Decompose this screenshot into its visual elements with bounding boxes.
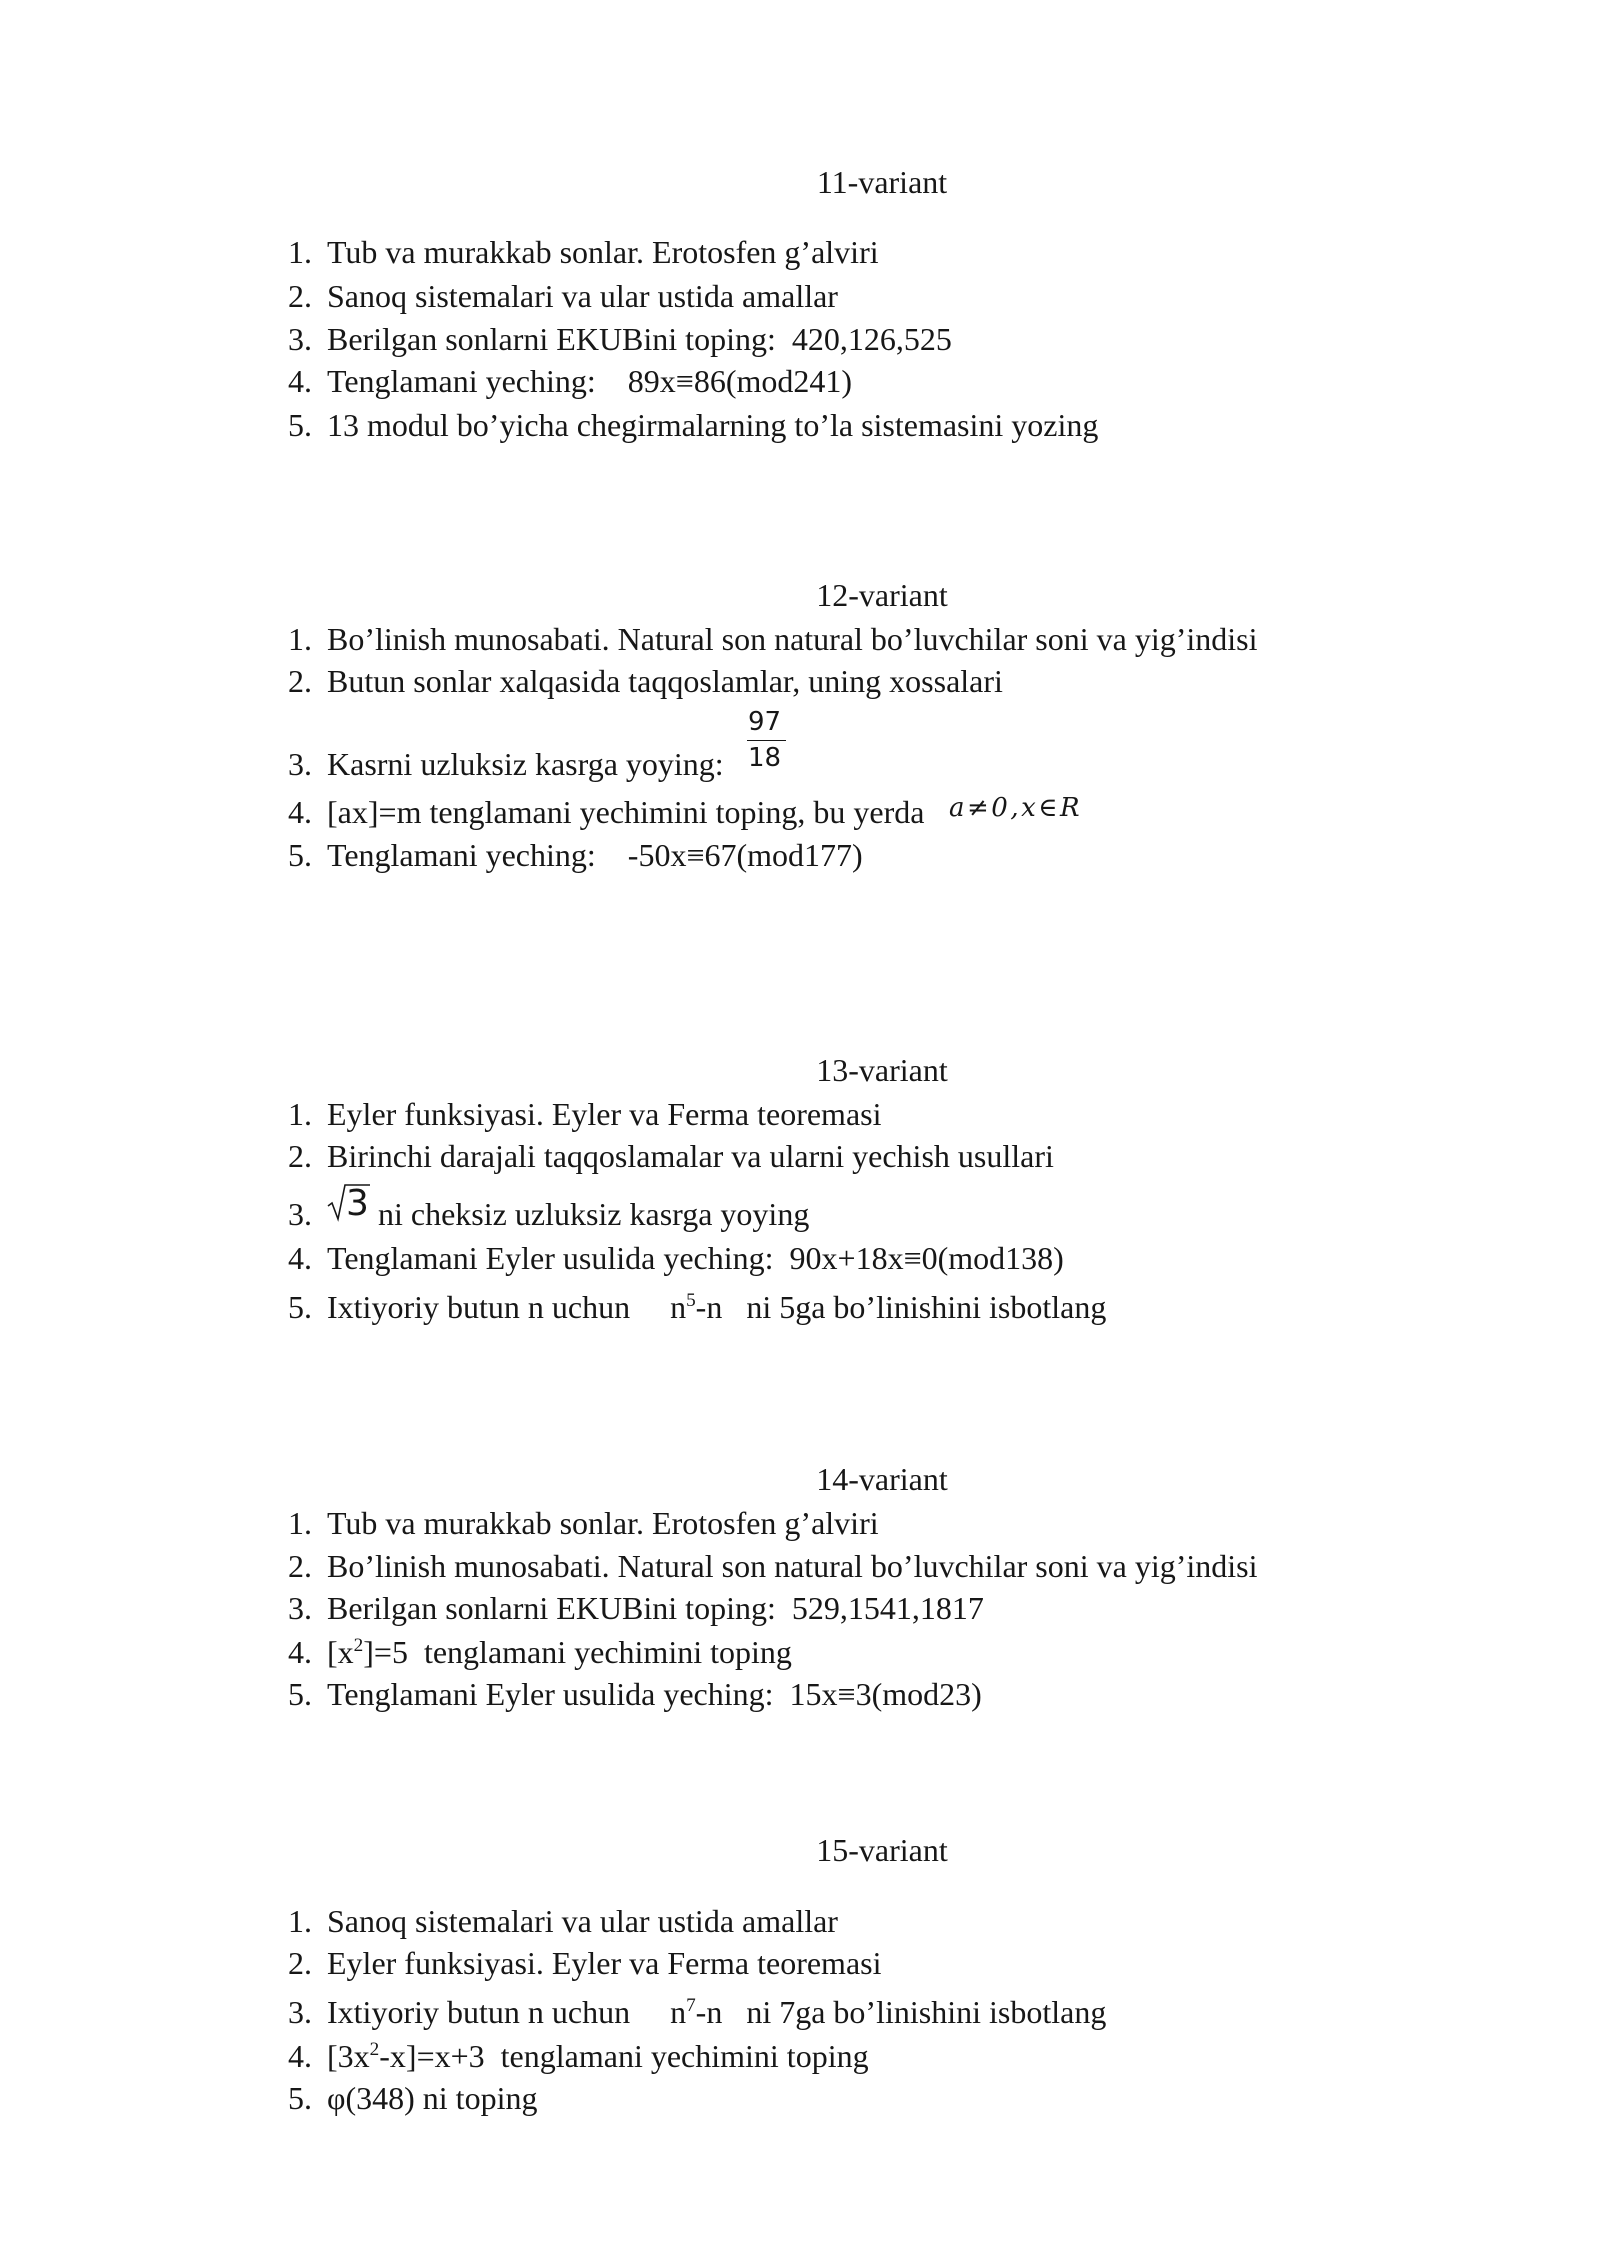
list-item bbox=[288, 621, 1488, 657]
list-item bbox=[288, 746, 1488, 782]
item-text: Butun sonlar xalqasida taqqoslamlar, uning xossalari bbox=[327, 663, 1003, 699]
item-text: Eyler funksiyasi. Eyler va Ferma teoremasi bbox=[327, 1945, 882, 1981]
item-text: Tub va murakkab sonlar. Erotosfen g’alviri bbox=[327, 1505, 879, 1541]
text-after: -n ni 5ga bo’linishini isbotlang bbox=[695, 1289, 1107, 1325]
radicand: 3 bbox=[346, 1183, 369, 1224]
superscript: 2 bbox=[353, 1635, 364, 1657]
list-item bbox=[288, 1505, 1488, 1541]
item-number: 3. bbox=[288, 1590, 312, 1626]
text-before: Ixtiyoriy butun n uchun n bbox=[327, 1289, 687, 1325]
item-number: 4. bbox=[288, 2038, 312, 2074]
variant-title: 14-variant bbox=[816, 1461, 948, 1497]
item-text: Berilgan sonlarni EKUBini toping: 420,126,525 bbox=[327, 321, 952, 357]
item-text: 13 modul bo’yicha chegirmalarning to’la sistemasini yozing bbox=[327, 407, 1099, 443]
list-item bbox=[288, 1634, 1488, 1670]
list-item bbox=[288, 794, 1488, 830]
item-text: Kasrni uzluksiz kasrga yoying: bbox=[327, 746, 724, 782]
text-after: -x]=x+3 tenglamani yechimini toping bbox=[379, 2038, 869, 2074]
text-before: Ixtiyoriy butun n uchun n bbox=[327, 1994, 687, 2030]
item-text bbox=[327, 1634, 792, 1676]
list-item bbox=[288, 1138, 1488, 1174]
item-number: 3. bbox=[288, 1196, 312, 1232]
item-text: Tub va murakkab sonlar. Erotosfen g’alviri bbox=[327, 234, 879, 270]
list-item bbox=[288, 278, 1488, 314]
item-text: Sanoq sistemalari va ular ustida amallar bbox=[327, 278, 838, 314]
list-item bbox=[288, 2038, 1488, 2074]
variant-title: 12-variant bbox=[816, 577, 948, 613]
variant-title: 15-variant bbox=[816, 1832, 948, 1868]
item-number: 3. bbox=[288, 321, 312, 357]
item-text: Tenglamani Eyler usulida yeching: 90x+18x≡0(mod138) bbox=[327, 1240, 1064, 1276]
variant-title: 11-variant bbox=[816, 164, 948, 200]
superscript: 7 bbox=[686, 1995, 696, 2017]
list-item bbox=[288, 1994, 1488, 2030]
list-item bbox=[288, 1240, 1488, 1276]
list-item bbox=[288, 663, 1488, 699]
item-text: Eyler funksiyasi. Eyler va Ferma teoremasi bbox=[327, 1096, 882, 1132]
item-number: 4. bbox=[288, 1634, 312, 1670]
item-number: 1. bbox=[288, 1903, 312, 1939]
list-item bbox=[288, 407, 1488, 443]
item-text: Bo’linish munosabati. Natural son natural bo’luvchilar soni va yig’indisi bbox=[327, 621, 1258, 657]
item-number: 1. bbox=[288, 1505, 312, 1541]
text-before: [3x bbox=[327, 2038, 370, 2074]
item-text: [ax]=m tenglamani yechimini toping, bu yerda bbox=[327, 794, 925, 830]
item-number: 5. bbox=[288, 1676, 312, 1712]
fraction-numerator: 97 bbox=[748, 707, 782, 737]
item-number: 2. bbox=[288, 1138, 312, 1174]
list-item bbox=[288, 1945, 1488, 1981]
list-item bbox=[288, 1548, 1488, 1584]
superscript: 5 bbox=[686, 1290, 696, 1312]
list-item bbox=[288, 1096, 1488, 1132]
item-number: 2. bbox=[288, 663, 312, 699]
text-before: [x bbox=[327, 1634, 354, 1670]
list-item bbox=[288, 1289, 1488, 1325]
item-number: 3. bbox=[288, 746, 312, 782]
item-text: Berilgan sonlarni EKUBini toping: 529,1541,1817 bbox=[327, 1590, 984, 1626]
item-number: 1. bbox=[288, 234, 312, 270]
item-number: 4. bbox=[288, 1240, 312, 1276]
math-condition: a≠0,x∈R bbox=[949, 793, 1083, 823]
item-number: 2. bbox=[288, 1548, 312, 1584]
item-number: 2. bbox=[288, 1945, 312, 1981]
fraction-bar bbox=[747, 740, 786, 741]
item-text: Tenglamani yeching: 89x≡86(mod241) bbox=[327, 363, 853, 399]
item-number: 5. bbox=[288, 2080, 312, 2116]
item-number: 5. bbox=[288, 1289, 312, 1325]
item-number: 4. bbox=[288, 794, 312, 830]
item-number: 5. bbox=[288, 407, 312, 443]
item-number: 1. bbox=[288, 621, 312, 657]
item-text: ni cheksiz uzluksiz kasrga yoying bbox=[378, 1196, 810, 1232]
item-text: Bo’linish munosabati. Natural son natural bo’luvchilar soni va yig’indisi bbox=[327, 1548, 1258, 1584]
list-item bbox=[288, 234, 1488, 270]
list-item bbox=[288, 2080, 1488, 2116]
list-item bbox=[288, 1590, 1488, 1626]
item-text bbox=[327, 2038, 869, 2080]
variant-title: 13-variant bbox=[816, 1052, 948, 1088]
item-text bbox=[327, 1289, 1106, 1331]
item-text: Tenglamani Eyler usulida yeching: 15x≡3(mod23) bbox=[327, 1676, 982, 1712]
item-text: Sanoq sistemalari va ular ustida amallar bbox=[327, 1903, 838, 1939]
item-number: 4. bbox=[288, 363, 312, 399]
text-after: ]=5 tenglamani yechimini toping bbox=[363, 1634, 792, 1670]
item-text bbox=[327, 1994, 1106, 2036]
list-item bbox=[288, 1903, 1488, 1939]
text-after: -n ni 7ga bo’linishini isbotlang bbox=[695, 1994, 1107, 2030]
item-number: 2. bbox=[288, 278, 312, 314]
item-text: φ(348) ni toping bbox=[327, 2080, 538, 2116]
list-item bbox=[288, 363, 1488, 399]
list-item bbox=[288, 1196, 1488, 1232]
fraction-denominator: 18 bbox=[748, 743, 782, 773]
item-number: 3. bbox=[288, 1994, 312, 2030]
item-number: 5. bbox=[288, 837, 312, 873]
item-text: Tenglamani yeching: -50x≡67(mod177) bbox=[327, 837, 863, 873]
superscript: 2 bbox=[369, 2039, 380, 2061]
list-item bbox=[288, 837, 1488, 873]
item-text: Birinchi darajali taqqoslamalar va ularni yechish usullari bbox=[327, 1138, 1054, 1174]
list-item bbox=[288, 321, 1488, 357]
list-item bbox=[288, 1676, 1488, 1712]
item-number: 1. bbox=[288, 1096, 312, 1132]
